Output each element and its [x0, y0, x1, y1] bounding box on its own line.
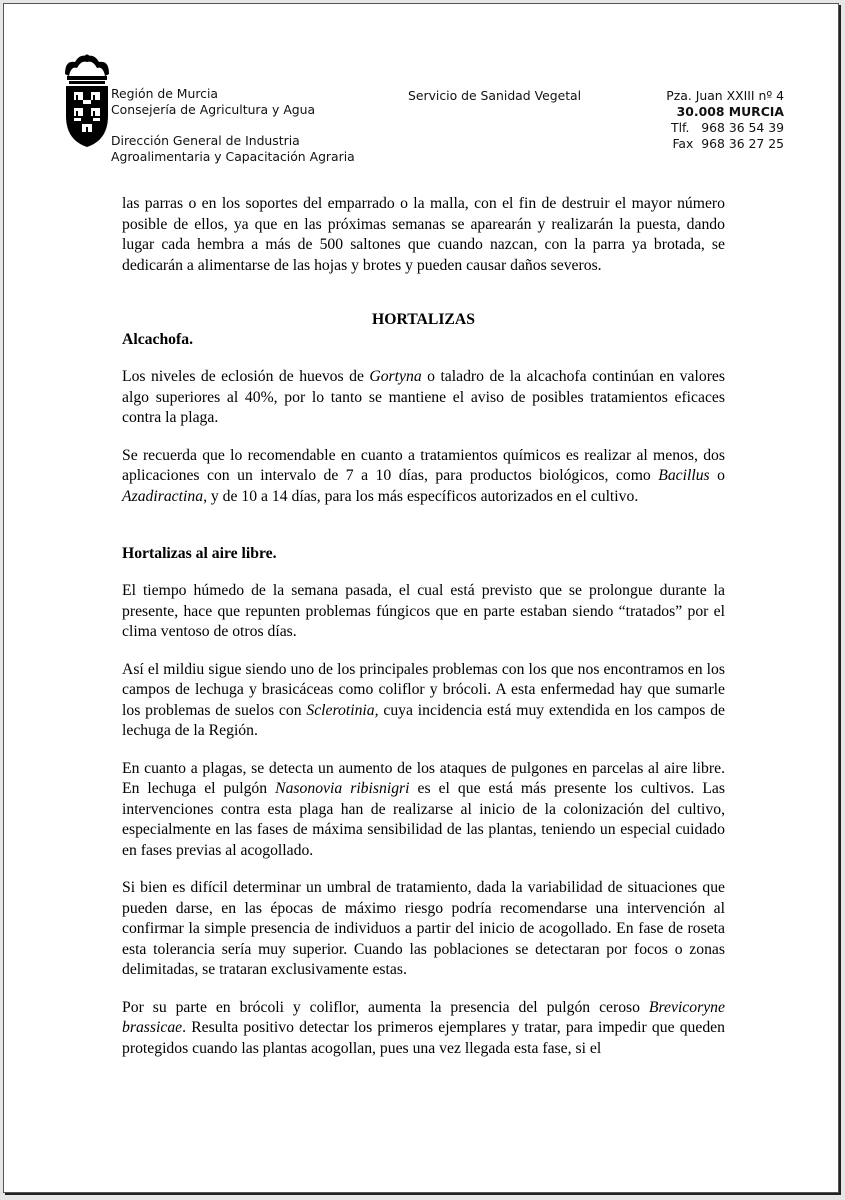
aire-paragraph-5: Por su parte en brócoli y coliflor, aumenta la presencia del pulgón ceroso Brevicoryne brassicae. Resulta positivo detectar los primeros ejemplares y tratar, para impedir que queden protegidos cuando las plantas acogollan, pues una vez llegada esta fase, si el	[122, 998, 725, 1057]
header-direccion: Dirección General de Industria	[111, 133, 300, 148]
header-address-block	[614, 88, 784, 152]
header-city: 30.008 MURCIA	[676, 104, 784, 119]
region-murcia-coat-of-arms-icon	[61, 54, 113, 148]
header-address: Pza. Juan XXIII nº 4	[666, 88, 784, 103]
alcachofa-paragraph-2: Se recuerda que lo recomendable en cuanto a tratamientos químicos es realizar al menos, dos aplicaciones con un intervalo de 7 a 10 días, para productos biológicos, como Bacillus o Azadiractina, y de 10 a 14 días, para los más específicos autorizados en el cultivo.	[122, 446, 725, 505]
intro-paragraph: las parras o en los soportes del emparrado o la malla, con el fin de destruir el mayor número posible de ellos, ya que en las próximas semanas se aparearán y realizarán la puesta, dando lugar cada hembra a más de 500 saltones que cuando nazcan, con la parra ya brotada, se dedicarán a alimentarse de las hojas y brotes y pueden causar daños severos.	[122, 195, 725, 274]
section-title: HORTALIZAS	[372, 311, 475, 328]
header-organization	[111, 86, 355, 165]
aire-paragraph-4: Si bien es difícil determinar un umbral de tratamiento, dada la variabilidad de situaciones que pueden darse, en las épocas de máximo riesgo podría recomendarse una intervención al confirmar la simple presencia de individuos a partir del inicio de acogollado. En fase de roseta esta tolerancia sería muy superior. Cuando las poblaciones se detectaran por focos o zonas delimitadas, se trataran exclusivamente estas.	[122, 879, 725, 978]
header-service: Servicio de Sanidad Vegetal	[408, 88, 582, 103]
subsection-aire-libre: Hortalizas al aire libre.	[122, 545, 277, 562]
header-direccion-2: Agroalimentaria y Capacitación Agraria	[111, 149, 355, 164]
document-page	[3, 3, 839, 1193]
header-consejeria: Consejería de Agricultura y Agua	[111, 102, 316, 117]
aire-paragraph-1: El tiempo húmedo de la semana pasada, el cual está previsto que se prolongue durante la presente, hace que repunten problemas fúngicos que en parte estaban siendo “tratados” por el clima ventoso de otros días.	[122, 582, 725, 640]
aire-paragraph-2: Así el mildiu sigue siendo uno de los principales problemas con los que nos encontramos en los campos de lechuga y brasicáceas como coliflor y brócoli. A esta enfermedad hay que sumarle los problemas de suelos con Sclerotinia, cuya incidencia está muy extendida en los campos de lechuga de la Región.	[122, 660, 725, 739]
subsection-alcachofa: Alcachofa.	[122, 331, 194, 348]
aire-paragraph-3: En cuanto a plagas, se detecta un aumento de los ataques de pulgones en parcelas al aire libre. En lechuga el pulgón Nasonovia ribisnigri es el que está más presente los cultivos. Las intervenciones contra esta plaga han de realizarse al inicio de la colonización del cultivo, especialmente en las fases de máxima sensibilidad de las plantas, teniendo un especial cuidado en fases previas al acogollado.	[122, 759, 725, 859]
header-phone: Tlf. 968 36 54 39	[671, 120, 784, 135]
alcachofa-paragraph-1: Los niveles de eclosión de huevos de Gortyna o taladro de la alcachofa continúan en valores algo superiores al 40%, por lo tanto se mantiene el aviso de posibles tratamientos eficaces contra la plaga.	[122, 368, 725, 426]
header-region: Región de Murcia	[111, 86, 218, 101]
header-fax: Fax 968 36 27 25	[672, 136, 784, 151]
document-body	[122, 194, 725, 1076]
